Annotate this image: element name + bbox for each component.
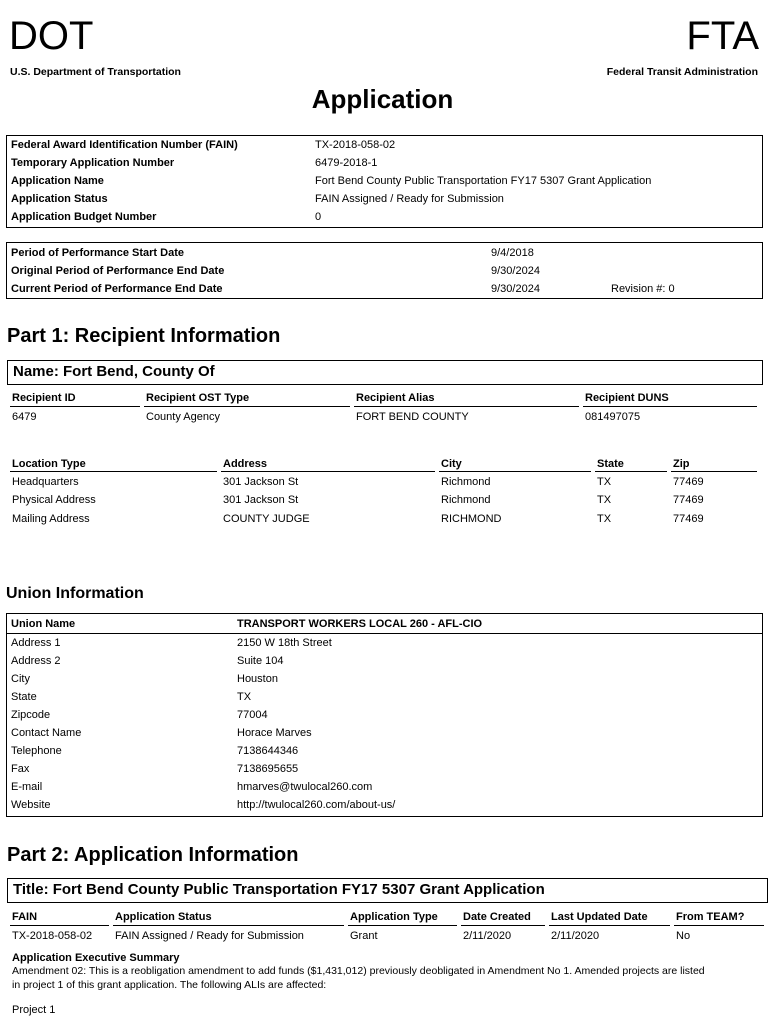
header-rule bbox=[671, 471, 757, 472]
location-type: Mailing Address bbox=[12, 513, 90, 525]
col-city: City bbox=[441, 458, 462, 470]
col-location-type: Location Type bbox=[12, 458, 86, 470]
recipient-name-box: Name: Fort Bend, County Of bbox=[7, 360, 763, 385]
period-row bbox=[7, 244, 762, 262]
col-fain: FAIN bbox=[12, 911, 38, 923]
location-zip: 77469 bbox=[673, 476, 704, 488]
col-recipient-id: Recipient ID bbox=[12, 392, 76, 404]
col-address: Address bbox=[223, 458, 268, 470]
application-info-box bbox=[6, 135, 763, 228]
info-row bbox=[7, 154, 762, 172]
info-label: Application Status bbox=[11, 193, 108, 205]
col-state: State bbox=[597, 458, 624, 470]
union-row bbox=[7, 742, 762, 760]
info-value: FAIN Assigned / Ready for Submission bbox=[315, 193, 504, 205]
union-value: Suite 104 bbox=[237, 655, 284, 667]
info-row bbox=[7, 136, 762, 154]
union-heading: Union Information bbox=[6, 585, 144, 602]
period-label: Current Period of Performance End Date bbox=[11, 283, 223, 295]
union-label: Zipcode bbox=[11, 709, 51, 721]
fta-heading: FTA bbox=[686, 14, 759, 58]
union-value: TX bbox=[237, 691, 252, 703]
info-label: Application Budget Number bbox=[11, 211, 157, 223]
union-row bbox=[7, 796, 762, 814]
location-zip: 77469 bbox=[673, 494, 704, 506]
application-status-value: FAIN Assigned / Ready for Submission bbox=[115, 930, 304, 942]
info-value: 0 bbox=[315, 211, 322, 223]
period-value: 9/4/2018 bbox=[491, 247, 534, 259]
header-rule bbox=[221, 471, 435, 472]
page-title: Application bbox=[311, 84, 454, 114]
period-row bbox=[7, 280, 762, 298]
header-rule bbox=[348, 925, 457, 926]
period-value: 9/30/2024 bbox=[491, 265, 540, 277]
location-zip: 77469 bbox=[673, 513, 704, 525]
application-type-value: Grant bbox=[350, 930, 378, 942]
union-label: State bbox=[11, 691, 37, 703]
period-value: 9/30/2024 bbox=[491, 283, 540, 295]
union-row bbox=[7, 688, 762, 706]
union-value: 77004 bbox=[237, 709, 268, 721]
period-of-performance-box bbox=[6, 242, 763, 299]
union-row bbox=[7, 724, 762, 742]
application-title-box: Title: Fort Bend County Public Transportation FY17 5307 Grant Application bbox=[7, 878, 768, 903]
info-value: 6479-2018-1 bbox=[315, 157, 378, 169]
location-type: Headquarters bbox=[12, 476, 79, 488]
recipient-ost-type-value: County Agency bbox=[146, 411, 220, 423]
header-rule bbox=[10, 406, 140, 407]
header-rule bbox=[10, 471, 217, 472]
union-value: hmarves@twulocal260.com bbox=[237, 781, 373, 793]
union-value: 7138695655 bbox=[237, 763, 299, 775]
recipient-alias-value: FORT BEND COUNTY bbox=[356, 411, 469, 423]
part1-heading: Part 1: Recipient Information bbox=[7, 325, 281, 347]
union-label: City bbox=[11, 673, 30, 685]
col-zip: Zip bbox=[673, 458, 690, 470]
from-team-value: No bbox=[676, 930, 691, 942]
col-application-status: Application Status bbox=[115, 911, 212, 923]
union-row bbox=[7, 760, 762, 778]
info-row bbox=[7, 190, 762, 208]
col-recipient-ost-type: Recipient OST Type bbox=[146, 392, 250, 404]
period-label: Period of Performance Start Date bbox=[11, 247, 184, 259]
union-value: http://twulocal260.com/about-us/ bbox=[237, 799, 396, 811]
location-state: TX bbox=[597, 494, 612, 506]
executive-summary-label: Application Executive Summary bbox=[12, 952, 180, 964]
union-label: Address 1 bbox=[11, 637, 61, 649]
fain-value: TX-2018-058-02 bbox=[12, 930, 93, 942]
location-type: Physical Address bbox=[12, 494, 96, 506]
location-address: 301 Jackson St bbox=[223, 476, 299, 488]
info-row bbox=[7, 172, 762, 190]
header-rule bbox=[10, 925, 109, 926]
union-value: Houston bbox=[237, 673, 278, 685]
location-city: Richmond bbox=[441, 476, 491, 488]
header-rule bbox=[461, 925, 545, 926]
location-address: 301 Jackson St bbox=[223, 494, 299, 506]
project-label: Project 1 bbox=[12, 1004, 56, 1016]
col-recipient-alias: Recipient Alias bbox=[356, 392, 435, 404]
header-rule bbox=[595, 471, 667, 472]
union-row bbox=[7, 634, 762, 652]
location-address: COUNTY JUDGE bbox=[223, 513, 310, 525]
union-info-box bbox=[6, 613, 763, 817]
last-updated-value: 2/11/2020 bbox=[551, 930, 600, 942]
header-rule bbox=[354, 406, 579, 407]
union-name-label: Union Name bbox=[11, 618, 76, 630]
header-rule bbox=[144, 406, 350, 407]
union-label: E-mail bbox=[11, 781, 43, 793]
union-row bbox=[7, 670, 762, 688]
union-row bbox=[7, 652, 762, 670]
dot-heading: DOT bbox=[9, 14, 94, 58]
info-label: Application Name bbox=[11, 175, 104, 187]
header-rule bbox=[674, 925, 764, 926]
location-city: Richmond bbox=[441, 494, 491, 506]
fta-subtitle: Federal Transit Administration bbox=[606, 66, 758, 78]
info-value: TX-2018-058-02 bbox=[315, 139, 396, 151]
info-row bbox=[7, 208, 762, 226]
location-state: TX bbox=[597, 513, 612, 525]
header-rule bbox=[113, 925, 344, 926]
part2-heading: Part 2: Application Information bbox=[7, 844, 299, 866]
location-city: RICHMOND bbox=[441, 513, 502, 525]
revision-number: Revision #: 0 bbox=[611, 283, 675, 295]
info-value: Fort Bend County Public Transportation FY17 5307 Grant Application bbox=[315, 175, 652, 187]
header-rule bbox=[583, 406, 757, 407]
date-created-value: 2/11/2020 bbox=[463, 930, 512, 942]
union-row bbox=[7, 706, 762, 724]
union-label: Contact Name bbox=[11, 727, 82, 739]
union-label: Telephone bbox=[11, 745, 62, 757]
executive-summary-line-2: in project 1 of this grant application. The following ALIs are affected: bbox=[12, 979, 327, 991]
executive-summary-line-1: Amendment 02: This is a reobligation amendment to add funds ($1,431,012) previously deobligated in Amendment No 1. Amended projects are listed bbox=[12, 965, 705, 977]
info-label: Federal Award Identification Number (FAIN) bbox=[11, 139, 238, 151]
union-name-value: TRANSPORT WORKERS LOCAL 260 - AFL-CIO bbox=[237, 618, 483, 630]
union-label: Address 2 bbox=[11, 655, 61, 667]
recipient-id-value: 6479 bbox=[12, 411, 37, 423]
union-row bbox=[7, 778, 762, 796]
col-from-team: From TEAM? bbox=[676, 911, 745, 923]
col-recipient-duns: Recipient DUNS bbox=[585, 392, 669, 404]
period-label: Original Period of Performance End Date bbox=[11, 265, 225, 277]
union-name-row bbox=[7, 615, 762, 633]
union-value: Horace Marves bbox=[237, 727, 312, 739]
header-rule bbox=[439, 471, 591, 472]
union-value: 2150 W 18th Street bbox=[237, 637, 332, 649]
info-label: Temporary Application Number bbox=[11, 157, 175, 169]
header-rule bbox=[549, 925, 670, 926]
location-state: TX bbox=[597, 476, 612, 488]
dot-subtitle: U.S. Department of Transportation bbox=[10, 66, 181, 78]
union-label: Website bbox=[11, 799, 51, 811]
col-date-created: Date Created bbox=[463, 911, 531, 923]
col-last-updated-date: Last Updated Date bbox=[551, 911, 648, 923]
recipient-duns-value: 081497075 bbox=[585, 411, 641, 423]
col-application-type: Application Type bbox=[350, 911, 438, 923]
union-value: 7138644346 bbox=[237, 745, 299, 757]
period-row bbox=[7, 262, 762, 280]
union-label: Fax bbox=[11, 763, 30, 775]
